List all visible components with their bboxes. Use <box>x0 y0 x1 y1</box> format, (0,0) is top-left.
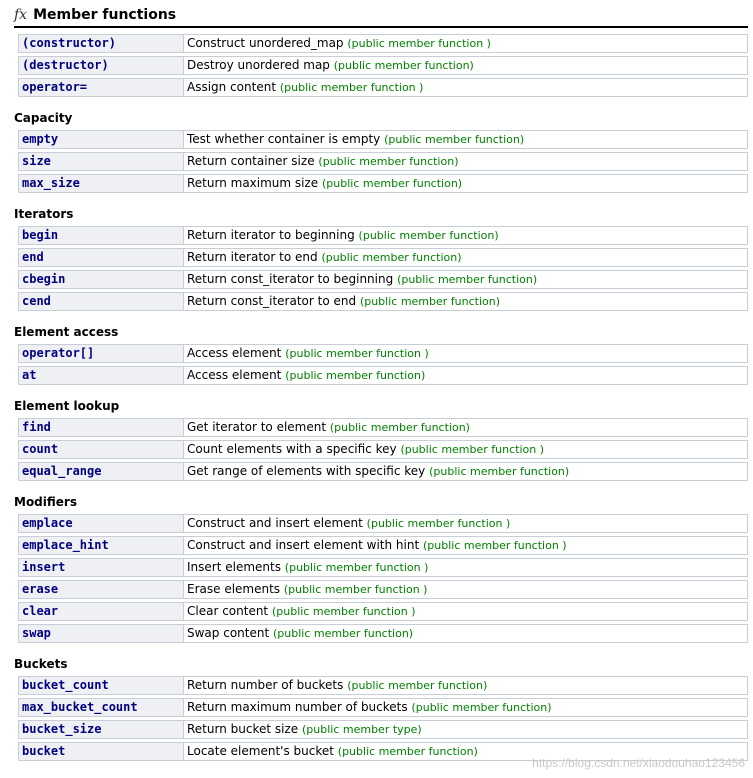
description-text: Get range of elements with specific key <box>187 464 426 478</box>
table-row <box>18 292 748 311</box>
member-name-link[interactable]: operator= <box>18 78 183 97</box>
member-description <box>183 624 748 643</box>
member-description <box>183 698 748 717</box>
member-kind-label: (public member function ) <box>283 583 428 596</box>
member-kind-label: (public member function ) <box>271 605 416 618</box>
description-text: Return bucket size <box>187 722 299 736</box>
member-description <box>183 248 748 267</box>
member-table <box>18 127 748 196</box>
description-text: Return const_iterator to end <box>187 294 357 308</box>
description-text: Access element <box>187 368 282 382</box>
table-row <box>18 344 748 363</box>
member-description <box>183 602 748 621</box>
member-description <box>183 344 748 363</box>
member-kind-label: (public member function) <box>329 421 470 434</box>
member-kind-label: (public member function) <box>347 679 488 692</box>
description-text: Count elements with a specific key <box>187 442 397 456</box>
member-name-link[interactable]: end <box>18 248 183 267</box>
member-name-link[interactable]: cbegin <box>18 270 183 289</box>
member-name-link[interactable]: operator[] <box>18 344 183 363</box>
description-text: Assign content <box>187 80 277 94</box>
table-row <box>18 676 748 695</box>
table-row <box>18 366 748 385</box>
member-kind-label: (public member function) <box>318 155 459 168</box>
table-row <box>18 558 748 577</box>
member-name-link[interactable]: emplace <box>18 514 183 533</box>
table-row <box>18 56 748 75</box>
group-title: Iterators <box>14 207 74 221</box>
description-text: Return iterator to beginning <box>187 228 355 242</box>
group-title: Modifiers <box>14 495 77 509</box>
member-table <box>18 341 748 388</box>
watermark: https://blog.csdn.net/xiaodouhao123456 <box>532 756 745 770</box>
table-row <box>18 152 748 171</box>
member-kind-label: (public member function) <box>429 465 570 478</box>
member-kind-label: (public member function ) <box>347 37 491 50</box>
member-description <box>183 174 748 193</box>
member-description <box>183 720 748 739</box>
member-name-link[interactable]: swap <box>18 624 183 643</box>
table-row <box>18 624 748 643</box>
member-kind-label: (public member function) <box>333 59 474 72</box>
description-text: Return maximum number of buckets <box>187 700 408 714</box>
member-description <box>183 270 748 289</box>
table-row <box>18 580 748 599</box>
member-description <box>183 514 748 533</box>
member-name-link[interactable]: insert <box>18 558 183 577</box>
table-row <box>18 78 748 97</box>
table-row <box>18 698 748 717</box>
description-text: Swap content <box>187 626 270 640</box>
member-name-link[interactable]: empty <box>18 130 183 149</box>
member-groups <box>14 31 748 764</box>
member-description <box>183 676 748 695</box>
table-row <box>18 536 748 555</box>
member-name-link[interactable]: at <box>18 366 183 385</box>
description-text: Erase elements <box>187 582 281 596</box>
member-table <box>18 673 748 764</box>
member-description <box>183 366 748 385</box>
member-kind-label: (public member function) <box>337 745 478 758</box>
table-row <box>18 462 748 481</box>
description-text: Locate element's bucket <box>187 744 334 758</box>
member-kind-label: (public member function ) <box>279 81 424 94</box>
member-name-link[interactable]: equal_range <box>18 462 183 481</box>
member-description <box>183 536 748 555</box>
member-name-link[interactable]: bucket <box>18 742 183 761</box>
description-text: Destroy unordered map <box>187 58 330 72</box>
description-text: Construct unordered_map <box>187 36 344 50</box>
member-name-link[interactable]: max_bucket_count <box>18 698 183 717</box>
description-text: Construct and insert element with hint <box>187 538 420 552</box>
member-description <box>183 558 748 577</box>
description-text: Insert elements <box>187 560 281 574</box>
table-row <box>18 34 748 53</box>
table-row <box>18 602 748 621</box>
description-text: Test whether container is empty <box>187 132 381 146</box>
member-kind-label: (public member function) <box>384 133 525 146</box>
member-kind-label: (public member function) <box>359 295 501 308</box>
member-name-link[interactable]: begin <box>18 226 183 245</box>
member-name-link[interactable]: max_size <box>18 174 183 193</box>
member-name-link[interactable]: emplace_hint <box>18 536 183 555</box>
member-description <box>183 78 748 97</box>
member-name-link[interactable]: count <box>18 440 183 459</box>
member-name-link[interactable]: bucket_size <box>18 720 183 739</box>
member-description <box>183 56 748 75</box>
member-kind-label: (public member function) <box>358 229 499 242</box>
member-name-link[interactable]: (constructor) <box>18 34 183 53</box>
table-row <box>18 270 748 289</box>
description-text: Get iterator to element <box>187 420 327 434</box>
member-name-link[interactable]: clear <box>18 602 183 621</box>
group-title: Capacity <box>14 111 73 125</box>
member-kind-label: (public member type) <box>301 723 422 736</box>
member-name-link[interactable]: cend <box>18 292 183 311</box>
group-title: Element lookup <box>14 399 120 413</box>
member-name-link[interactable]: (destructor) <box>18 56 183 75</box>
description-text: Clear content <box>187 604 269 618</box>
section-title: Member functions <box>33 7 177 23</box>
table-row <box>18 418 748 437</box>
member-description <box>183 152 748 171</box>
member-description <box>183 580 748 599</box>
member-kind-label: (public member function) <box>411 701 552 714</box>
member-description <box>183 226 748 245</box>
fx-icon: fx <box>14 7 28 23</box>
table-row <box>18 130 748 149</box>
member-description <box>183 292 748 311</box>
description-text: Access element <box>187 346 282 360</box>
description-text: Return number of buckets <box>187 678 344 692</box>
member-kind-label: (public member function ) <box>400 443 545 456</box>
member-kind-label: (public member function ) <box>423 539 567 552</box>
table-row <box>18 174 748 193</box>
member-table <box>18 511 748 646</box>
table-row <box>18 440 748 459</box>
member-kind-label: (public member function) <box>321 251 462 264</box>
table-row <box>18 514 748 533</box>
member-kind-label: (public member function ) <box>285 347 429 360</box>
group-title: Buckets <box>14 657 68 671</box>
member-description <box>183 34 748 53</box>
member-name-link[interactable]: erase <box>18 580 183 599</box>
description-text: Return maximum size <box>187 176 319 190</box>
member-name-link[interactable]: bucket_count <box>18 676 183 695</box>
member-kind-label: (public member function ) <box>366 517 511 530</box>
group-title: Element access <box>14 325 119 339</box>
description-text: Return const_iterator to beginning <box>187 272 394 286</box>
description-text: Return container size <box>187 154 315 168</box>
member-table <box>18 31 748 100</box>
member-description <box>183 130 748 149</box>
member-table <box>18 223 748 314</box>
member-description <box>183 418 748 437</box>
member-kind-label: (public member function ) <box>284 561 429 574</box>
member-name-link[interactable]: find <box>18 418 183 437</box>
description-text: Construct and insert element <box>187 516 363 530</box>
member-table <box>18 415 748 484</box>
member-kind-label: (public member function) <box>285 369 426 382</box>
table-row <box>18 226 748 245</box>
description-text: Return iterator to end <box>187 250 318 264</box>
member-description <box>183 462 748 481</box>
table-row <box>18 248 748 267</box>
member-kind-label: (public member function) <box>397 273 538 286</box>
member-description <box>183 440 748 459</box>
member-kind-label: (public member function) <box>322 177 463 190</box>
member-kind-label: (public member function) <box>273 627 414 640</box>
table-row <box>18 720 748 739</box>
member-name-link[interactable]: size <box>18 152 183 171</box>
member-functions-header <box>14 4 748 28</box>
